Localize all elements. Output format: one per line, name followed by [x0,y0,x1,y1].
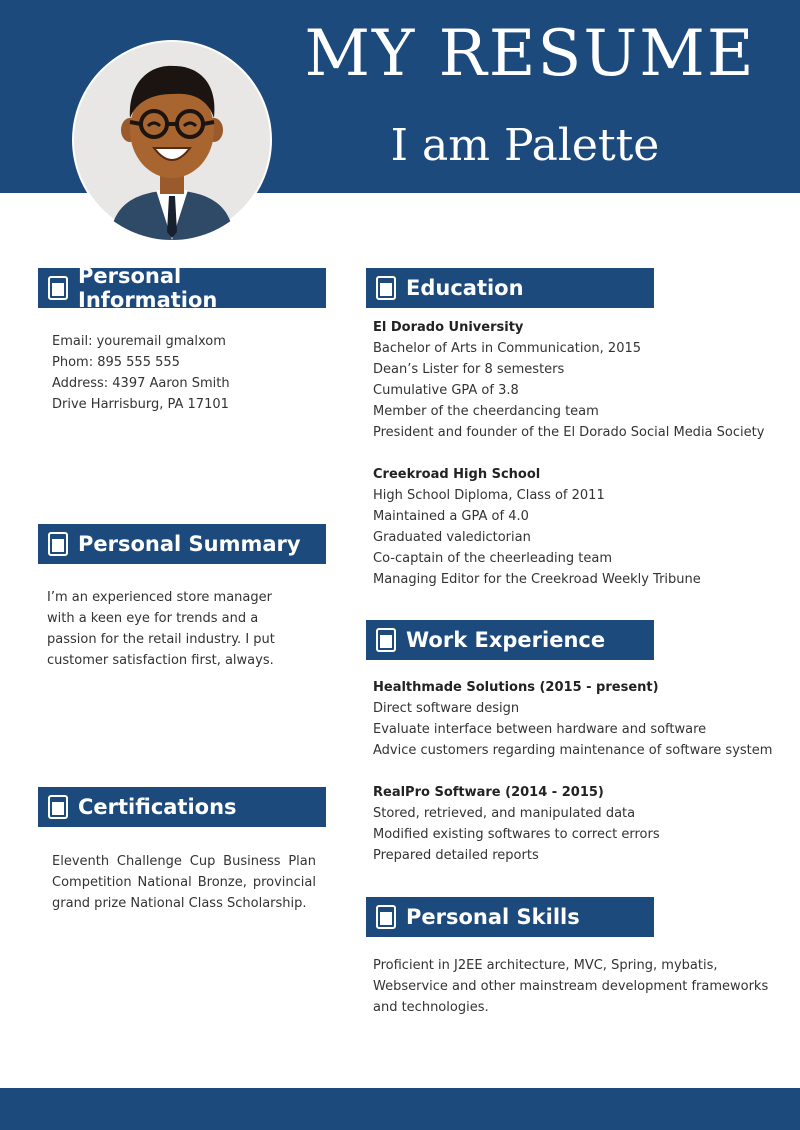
education-detail: Bachelor of Arts in Communication, 2015 [373,341,642,356]
document-icon [376,276,396,300]
section-heading: Education [406,276,524,300]
education-institution: El Dorado University [373,320,524,335]
education-detail: Dean’s Lister for 8 semesters [373,362,565,377]
section-heading: Work Experience [406,628,606,652]
avatar-illustration [72,40,272,240]
document-icon [48,795,68,819]
certifications-text: Eleventh Challenge Cup Business Plan Competition National Bronze, provincial grand prize National Class Scholarship. [52,854,316,911]
contact-email: Email: youremail gmalxom [52,334,226,349]
document-icon [376,628,396,652]
skills-line: and technologies. [373,1000,489,1015]
summary-line: passion for the retail industry. I put [47,632,275,647]
work-experience-text [373,677,793,866]
page-title: MY RESUME [304,17,756,91]
section-heading: Personal Skills [406,905,580,929]
section-heading: Personal Summary [78,532,301,556]
education-detail: Graduated valedictorian [373,530,531,545]
education-text [373,317,793,590]
work-company: RealPro Software (2014 - 2015) [373,785,604,800]
section-personal-skills [366,897,654,937]
education-detail: Maintained a GPA of 4.0 [373,509,529,524]
contact-address-line-2: Drive Harrisburg, PA 17101 [52,397,229,412]
work-company: Healthmade Solutions (2015 - present) [373,680,659,695]
education-institution: Creekroad High School [373,467,541,482]
education-detail: Managing Editor for the Creekroad Weekly Tribune [373,572,701,587]
work-detail: Modified existing softwares to correct errors [373,827,660,842]
skills-line: Webservice and other mainstream development frameworks [373,979,769,994]
summary-line: I’m an experienced store manager [47,590,272,605]
document-icon [48,532,68,556]
footer-band [0,1088,800,1130]
section-personal-information [38,264,326,312]
contact-phone: Phom: 895 555 555 [52,355,180,370]
document-icon [48,276,68,300]
education-detail: Member of the cheerdancing team [373,404,599,419]
section-certifications [38,787,326,827]
summary-line: customer satisfaction first, always. [47,653,274,668]
work-detail: Advice customers regarding maintenance of software system [373,743,773,758]
personal-skills-text [373,955,793,1018]
section-heading: Certifications [78,795,237,819]
education-detail: President and founder of the El Dorado Social Media Society [373,425,765,440]
personal-summary-text [47,587,322,671]
work-detail: Prepared detailed reports [373,848,539,863]
work-detail: Direct software design [373,701,520,716]
education-detail: Cumulative GPA of 3.8 [373,383,519,398]
section-education [366,268,654,308]
education-detail: High School Diploma, Class of 2011 [373,488,605,503]
section-personal-summary [38,524,326,564]
section-heading: Personal Information [78,264,218,312]
summary-line: with a keen eye for trends and a [47,611,259,626]
work-detail: Evaluate interface between hardware and software [373,722,707,737]
education-detail: Co-captain of the cheerleading team [373,551,613,566]
avatar [72,40,272,240]
work-detail: Stored, retrieved, and manipulated data [373,806,636,821]
skills-line: Proficient in J2EE architecture, MVC, Spring, mybatis, [373,958,718,973]
contact-address: Address: 4397 Aaron Smith [52,376,230,391]
page-subtitle: I am Palette [390,120,660,171]
personal-information-text [52,331,322,415]
document-icon [376,905,396,929]
section-work-experience [366,620,654,660]
